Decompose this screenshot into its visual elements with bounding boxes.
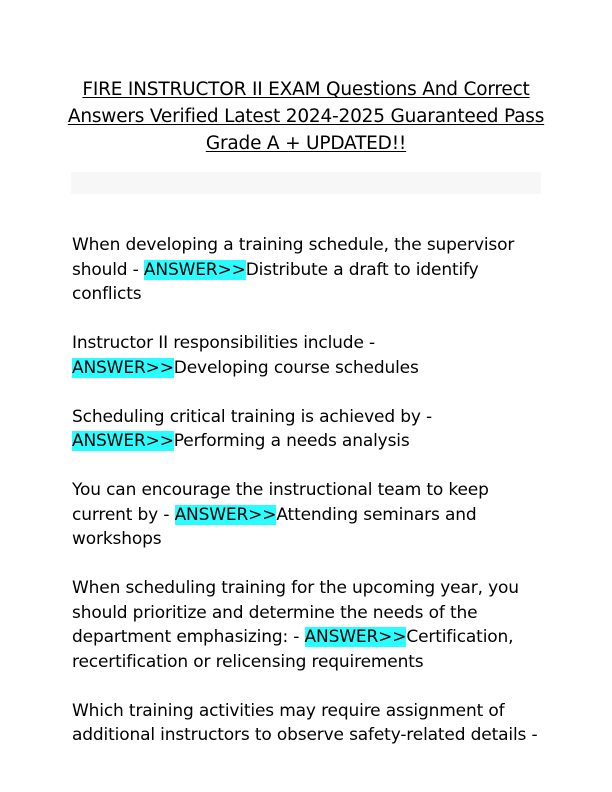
- answer-text: Distribute a draft to identify conflicts: [72, 259, 479, 304]
- question-text: Scheduling critical training is achieved by -: [72, 406, 433, 427]
- question-text: Which training activities may require assignment of additional instructors to observe safety-related details -: [72, 700, 538, 745]
- qa-item-trailing: [72, 699, 552, 748]
- qa-list: [72, 233, 552, 772]
- question-text: You can encourage the instructional team to keep current by -: [72, 480, 489, 525]
- answer-marker: ANSWER>>: [174, 504, 277, 525]
- answer-marker: ANSWER>>: [72, 431, 174, 451]
- question-text: When developing a training schedule, the supervisor should -: [72, 235, 515, 280]
- qa-item: [72, 576, 552, 674]
- qa-item: [72, 478, 552, 552]
- qa-item: [72, 405, 552, 454]
- answer-marker: ANSWER>>: [143, 259, 246, 280]
- question-text: Instructor II responsibilities include -: [72, 333, 375, 353]
- shaded-band: [71, 172, 541, 194]
- document-title: [60, 76, 552, 157]
- answer-text: Attending seminars and workshops: [72, 504, 477, 549]
- answer-marker: ANSWER>>: [72, 357, 174, 378]
- answer-text: Developing course schedules: [173, 357, 419, 378]
- qa-item: [72, 233, 552, 307]
- answer-text: Performing a needs analysis: [173, 431, 410, 451]
- title-line-2: Answers Verified Latest 2024-2025 Guaranteed Pass: [67, 106, 545, 127]
- title-line-1: FIRE INSTRUCTOR II EXAM Questions And Correct: [82, 79, 530, 100]
- qa-item: [72, 331, 552, 380]
- question-text: When scheduling training for the upcoming year, you should prioritize and determine the needs of the department emphasizing: -: [72, 578, 519, 647]
- answer-marker: ANSWER>>: [304, 627, 407, 647]
- answer-text: Certification, recertification or relicensing requirements: [72, 627, 514, 672]
- title-line-3: Grade A + UPDATED!!: [205, 133, 407, 154]
